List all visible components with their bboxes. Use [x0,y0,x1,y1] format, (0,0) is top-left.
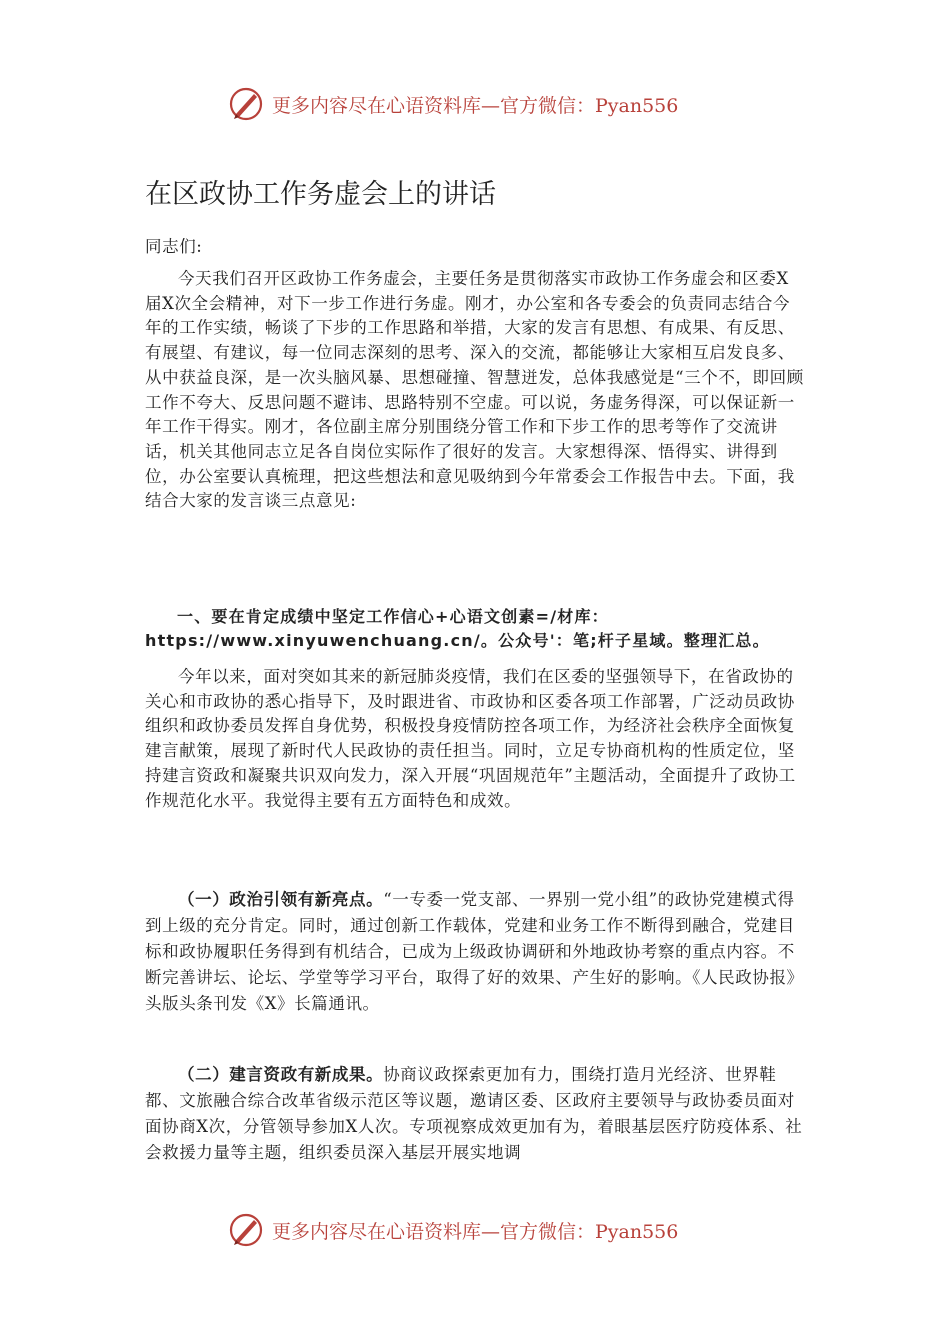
salutation: 同志们: [145,237,203,256]
paragraph-intro: 今天我们召开区政协工作务虚会，主要任务是贯彻落实市政协工作务虚会和区委X届X次全会精神，对下一步工作进行务虚。刚才，办公室和各专委会的负责同志结合今年的工作实绩，畅谈了下步的工作思路和举措，大家的发言有思想、有成果、有反思、有展望、有建议，每一位同志深刻的思考、深入的交流，都能够让大家相互启发良多、从中获益良深，是一次头脑风暴、思想碰撞、智慧迸发，总体我感觉是“三个不，即回顾工作不夸大、反思问题不避讳、思路特别不空虚。可以说，务虚务得深，可以保证新一年工作干得实。刚才，各位副主席分别围绕分管工作和下步工作的思考等作了交流讲话，机关其他同志立足各自岗位实际作了很好的发言。大家想得深、悟得实、讲得到位，办公室要认真梳理，把这些想法和意见吸纳到今年常委会工作报告中去。下面，我结合大家的发言谈三点意见: [145,269,804,511]
footer-watermark [228,1210,678,1250]
subheading-political-guidance: （一）政治引领有新亮点。 [178,890,384,909]
section-heading-1: 一、要在肯定成绩中坚定工作信心+心语文创素=/材库：https://www.xinyuwenchuang.cn/。公众号'：笔;杆子星域。整理汇总。 [145,607,770,650]
page-title: 在区政协工作务虚会上的讲话 [145,179,496,210]
header-watermark-text: 更多内容尽在心语资料库—官方微信：Pyan556 [272,94,679,117]
political-guidance-body: “一专委一党支部、一界别一党小组”的政协党建模式得到上级的充分肯定。同时，通过创新工作载体，党建和业务工作不断得到融合，党建目标和政协履职任务得到有机结合，已成为上级政协调研和外地政协考察的重点内容。不断完善讲坛、论坛、学堂等学习平台，取得了好的效果、产生好的影响。《人民政协报》头版头条刊发《X》长篇通讯。 [145,890,804,1013]
pen-logo-icon [228,1212,264,1248]
footer-watermark-text: 更多内容尽在心语资料库—官方微信：Pyan556 [272,1220,679,1243]
header-watermark [228,84,678,124]
advisory-results-body: 协商议政探索更加有力，围绕打造月光经济、世界鞋都、文旅融合综合改革省级示范区等议题，邀请区委、区政府主要领导与政协委员面对面协商X次，分管领导参加X人次。专项视察成效更加有为，着眼基层医疗防疫体系、社会救援力量等主题，组织委员深入基层开展实地调 [145,1065,803,1162]
paragraph-political-guidance [145,887,805,1017]
subheading-advisory-results: （二）建言资政有新成果。 [178,1065,384,1084]
paragraph-advisory-results [145,1062,805,1166]
paragraph-achievements: 今年以来，面对突如其来的新冠肺炎疫情，我们在区委的坚强领导下，在省政协的关心和市政协的悉心指导下，及时跟进省、市政协和区委各项工作部署，广泛动员政协组织和政协委员发挥自身优势，积极投身疫情防控各项工作，为经济社会秩序全面恢复建言献策，展现了新时代人民政协的责任担当。同时，立足专协商机构的性质定位，坚持建言资政和凝聚共识双向发力，深入开展“巩固规范年”主题活动，全面提升了政协工作规范化水平。我觉得主要有五方面特色和成效。 [145,667,796,810]
pen-logo-icon [228,86,264,122]
